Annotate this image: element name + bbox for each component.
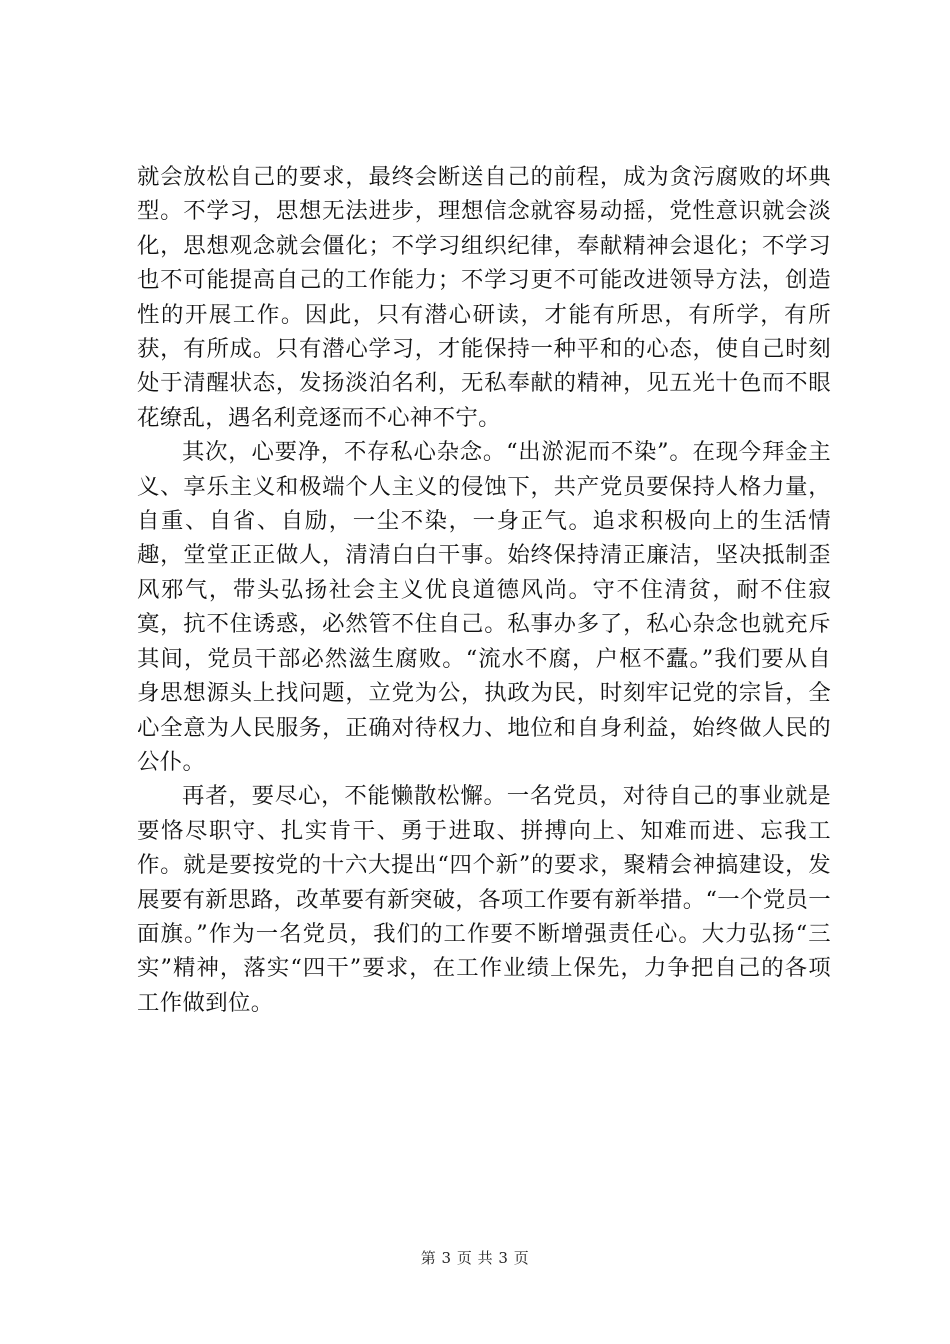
paragraph-1: 就会放松自己的要求，最终会断送自己的前程，成为贪污腐败的坏典型。不学习，思想无法进步，理想信念就容易动摇，党性意识就会淡化，思想观念就会僵化；不学习组织纪律，奉献精神会退化；不学习也不可能提高自己的工作能力；不学习更不可能改进领导方法，创造性的开展工作。因此，只有潜心研读，才能有所思，有所学，有所获，有所成。只有潜心学习，才能保持一种平和的心态，使自己时刻处于清醒状态，发扬淡泊名利，无私奉献的精神，见五光十色而不眼花缭乱，遇名利竞逐而不心神不宁。 (137, 164, 831, 431)
page-number-footer: 第 3 页 共 3 页 (420, 1249, 530, 1267)
document-body (137, 160, 831, 1020)
paragraph-3: 再者，要尽心，不能懒散松懈。一名党员，对待自己的事业就是要恪尽职守、扎实肯干、勇于进取、拼搏向上、知难而进、忘我工作。就是要按党的十六大提出“四个新”的要求，聚精会神搞建设，发展要有新思路，改革要有新突破，各项工作要有新举措。“一个党员一面旗。”作为一名党员，我们的工作要不断增强责任心。大力弘扬“三实”精神，落实“四干”要求，在工作业绩上保先，力争把自己的各项工作做到位。 (137, 783, 832, 1016)
paragraph-2: 其次，心要净，不存私心杂念。“出淤泥而不染”。在现今拜金主义、享乐主义和极端个人主义的侵蚀下，共产党员要保持人格力量，自重、自省、自励，一尘不染，一身正气。追求积极向上的生活情趣，堂堂正正做人，清清白白干事。始终保持清正廉洁，坚决抵制歪风邪气，带头弘扬社会主义优良道德风尚。守不住清贫，耐不住寂寞，抗不住诱惑，必然管不住自己。私事办多了，私心杂念也就充斥其间，党员干部必然滋生腐败。“流水不腐，户枢不蠹。”我们要从自身思想源头上找问题，立党为公，执政为民，时刻牢记党的宗旨，全心全意为人民服务，正确对待权力、地位和自身利益，始终做人民的公仆。 (137, 439, 831, 775)
